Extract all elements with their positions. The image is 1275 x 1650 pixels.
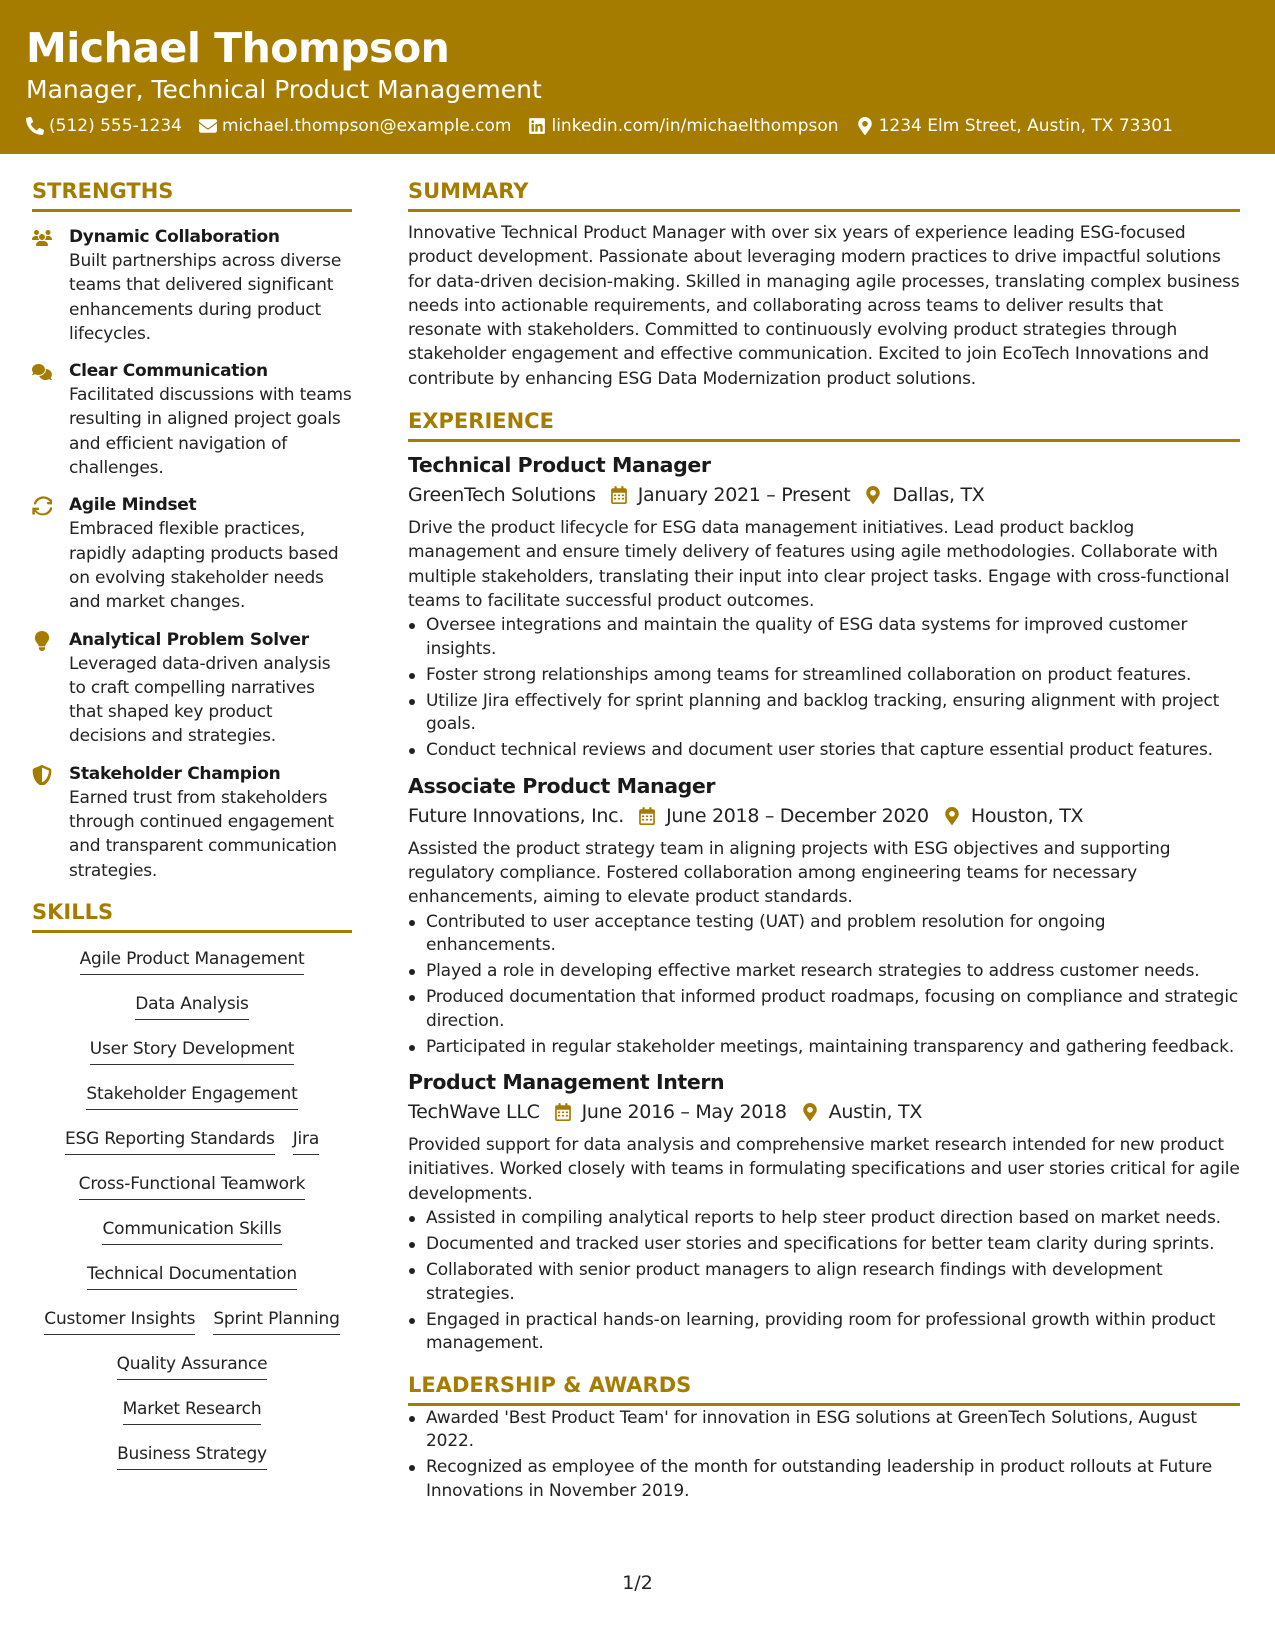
strength-title: Clear Communication — [69, 361, 268, 382]
bullet-item: Played a role in developing effective market research strategies to address customer needs. — [408, 960, 1240, 984]
skill-tag: Quality Assurance — [117, 1352, 268, 1380]
job-location: Austin, TX — [828, 1101, 923, 1124]
skill-tag: Sprint Planning — [213, 1307, 339, 1335]
contact-address — [856, 116, 1173, 136]
map-pin-icon — [856, 117, 874, 135]
linkedin-link[interactable]: linkedin.com/in/michaelthompson — [551, 116, 839, 136]
job-dates: January 2021 – Present — [637, 484, 851, 507]
skill-tag: Agile Product Management — [80, 947, 305, 975]
skill-tag: Customer Insights — [44, 1307, 195, 1335]
page-number: 1/2 — [622, 1572, 653, 1594]
job-company: TechWave LLC — [408, 1101, 540, 1124]
job-bullets — [408, 1207, 1240, 1356]
strength-item — [32, 359, 352, 480]
award-item: Recognized as employee of the month for outstanding leadership in product rollouts at Future Innovations in November 2019. — [408, 1456, 1240, 1503]
job-title: Product Management Intern — [408, 1070, 725, 1095]
users-icon — [32, 228, 52, 248]
job-meta — [408, 801, 1240, 831]
map-pin-icon — [801, 1103, 819, 1121]
lightbulb-icon — [32, 631, 52, 651]
bullet-item: Participated in regular stakeholder meetings, maintaining transparency and gathering feedback. — [408, 1036, 1240, 1060]
right-column — [408, 176, 1240, 1506]
skill-tag: Market Research — [123, 1397, 262, 1425]
bullet-item: Produced documentation that informed product roadmaps, focusing on compliance and strategic direction. — [408, 986, 1240, 1033]
summary-heading: SUMMARY — [408, 176, 1240, 212]
skill-tag: Cross-Functional Teamwork — [79, 1172, 306, 1200]
bullet-item: Contributed to user acceptance testing (UAT) and problem resolution for ongoing enhancements. — [408, 911, 1240, 958]
strength-item — [32, 225, 352, 346]
skill-tag: Business Strategy — [117, 1442, 267, 1470]
bullet-item: Documented and tracked user stories and specifications for better team clarity during sprints. — [408, 1233, 1240, 1257]
job-description: Assisted the product strategy team in aligning projects with ESG objectives and supporting regulatory compliance. Fostered collaboration among engineering teams for necessary enhancements, aiming to elevate product standards. — [408, 838, 1171, 908]
skills-heading: SKILLS — [32, 897, 352, 933]
candidate-title: Manager, Technical Product Management — [26, 75, 542, 104]
phone-text: (512) 555-1234 — [49, 116, 182, 136]
strength-title: Stakeholder Champion — [69, 763, 281, 784]
calendar-icon — [638, 807, 656, 825]
sync-icon — [32, 496, 52, 516]
skills-list — [32, 941, 352, 1481]
calendar-icon — [554, 1103, 572, 1121]
job-meta — [408, 480, 1240, 510]
bullet-item: Assisted in compiling analytical reports to help steer product direction based on market needs. — [408, 1207, 1240, 1231]
job-location: Dallas, TX — [892, 484, 985, 507]
map-pin-icon — [864, 486, 882, 504]
linkedin-icon — [528, 117, 546, 135]
strength-desc: Earned trust from stakeholders through continued engagement and transparent communication strategies. — [69, 787, 337, 881]
contact-phone — [26, 116, 182, 136]
skill-tag: Communication Skills — [102, 1217, 281, 1245]
bullet-item: Conduct technical reviews and document user stories that capture essential product features. — [408, 739, 1240, 763]
contact-bar — [26, 116, 1249, 136]
strength-title: Analytical Problem Solver — [69, 629, 309, 650]
phone-icon — [26, 117, 44, 135]
map-pin-icon — [943, 807, 961, 825]
skill-tag: User Story Development — [90, 1037, 295, 1065]
skill-tag: Jira — [293, 1127, 319, 1155]
job-entry — [408, 451, 1240, 763]
strength-title: Dynamic Collaboration — [69, 227, 280, 247]
job-entry — [408, 772, 1240, 1059]
job-location: Houston, TX — [970, 804, 1084, 827]
resume-header — [0, 0, 1275, 154]
candidate-name: Michael Thompson — [26, 24, 450, 72]
experience-heading: EXPERIENCE — [408, 406, 1240, 442]
email-link[interactable]: michael.thompson@example.com — [221, 116, 512, 136]
job-company: Future Innovations, Inc. — [408, 804, 625, 827]
skill-tag: Technical Documentation — [87, 1262, 297, 1290]
job-description: Provided support for data analysis and comprehensive market research intended for new product initiatives. Worked closely with teams in formulating specifications and user stories critical for agile developments. — [408, 1135, 1240, 1204]
award-item: Awarded 'Best Product Team' for innovation in ESG solutions at GreenTech Solutions, August 2022. — [408, 1407, 1240, 1454]
strength-item — [32, 628, 352, 749]
strengths-heading: STRENGTHS — [32, 176, 352, 212]
job-description: Drive the product lifecycle for ESG data management initiatives. Lead product backlog management and ensure timely delivery of features using agile methodologies. Collaborate with multiple stakeholders, translating their input into clear project tasks. Engage with cross-functional teams to facilitate successful product outcomes. — [408, 518, 1230, 611]
job-bullets — [408, 911, 1240, 1060]
contact-linkedin[interactable] — [528, 116, 838, 136]
strength-desc: Embraced flexible practices, rapidly adapting products based on evolving stakeholder needs and market changes. — [69, 519, 339, 613]
left-column — [32, 176, 352, 1481]
strength-item — [32, 493, 352, 614]
job-meta — [408, 1097, 1240, 1127]
calendar-icon — [610, 486, 628, 504]
summary-text: Innovative Technical Product Manager with over six years of experience leading ESG-focused product development. Passionate about leveraging modern practices to drive impactful solutions for data-driven decision-making. Skilled in managing agile processes, translating complex business needs into actionable requirements, and collaborating across teams to deliver results that resonate with stakeholders. Committed to continuously evolving product strategies through stakeholder engagement and effective communication. Excited to join EcoTech Innovations and contribute by enhancing ESG Data Modernization product solutions. — [408, 223, 1240, 389]
job-dates: June 2016 – May 2018 — [581, 1101, 787, 1124]
leadership-list — [408, 1407, 1240, 1504]
strength-item — [32, 762, 352, 883]
job-dates: June 2018 – December 2020 — [666, 804, 929, 827]
shield-icon — [32, 765, 52, 785]
job-title: Associate Product Manager — [408, 773, 716, 798]
comments-icon — [32, 362, 52, 382]
strengths-list — [32, 225, 352, 883]
strength-desc: Facilitated discussions with teams resulting in aligned project goals and efficient navigation of challenges. — [69, 385, 352, 479]
strength-title: Agile Mindset — [69, 495, 197, 516]
contact-email[interactable] — [199, 116, 512, 136]
bullet-item: Engaged in practical hands-on learning, providing room for professional growth within product management. — [408, 1309, 1240, 1356]
skill-tag: Data Analysis — [135, 992, 248, 1020]
job-entry — [408, 1068, 1240, 1355]
bullet-item: Foster strong relationships among teams for streamlined collaboration on product features. — [408, 664, 1240, 688]
address-text: 1234 Elm Street, Austin, TX 73301 — [878, 116, 1173, 136]
skill-tag: Stakeholder Engagement — [86, 1082, 297, 1110]
strength-desc: Leveraged data-driven analysis to craft compelling narratives that shaped key product decisions and strategies. — [69, 653, 331, 747]
bullet-item: Utilize Jira effectively for sprint planning and backlog tracking, ensuring alignment with project goals. — [408, 690, 1240, 737]
strength-desc: Built partnerships across diverse teams that delivered significant enhancements during product lifecycles. — [69, 251, 342, 344]
bullet-item: Collaborated with senior product managers to align research findings with development strategies. — [408, 1259, 1240, 1306]
job-bullets — [408, 614, 1240, 763]
skill-tag: ESG Reporting Standards — [65, 1127, 275, 1155]
job-company: GreenTech Solutions — [408, 484, 596, 507]
bullet-item: Oversee integrations and maintain the quality of ESG data systems for improved customer insights. — [408, 614, 1240, 661]
job-title: Technical Product Manager — [408, 453, 711, 478]
envelope-icon — [199, 117, 217, 135]
leadership-heading: LEADERSHIP & AWARDS — [408, 1370, 1240, 1406]
